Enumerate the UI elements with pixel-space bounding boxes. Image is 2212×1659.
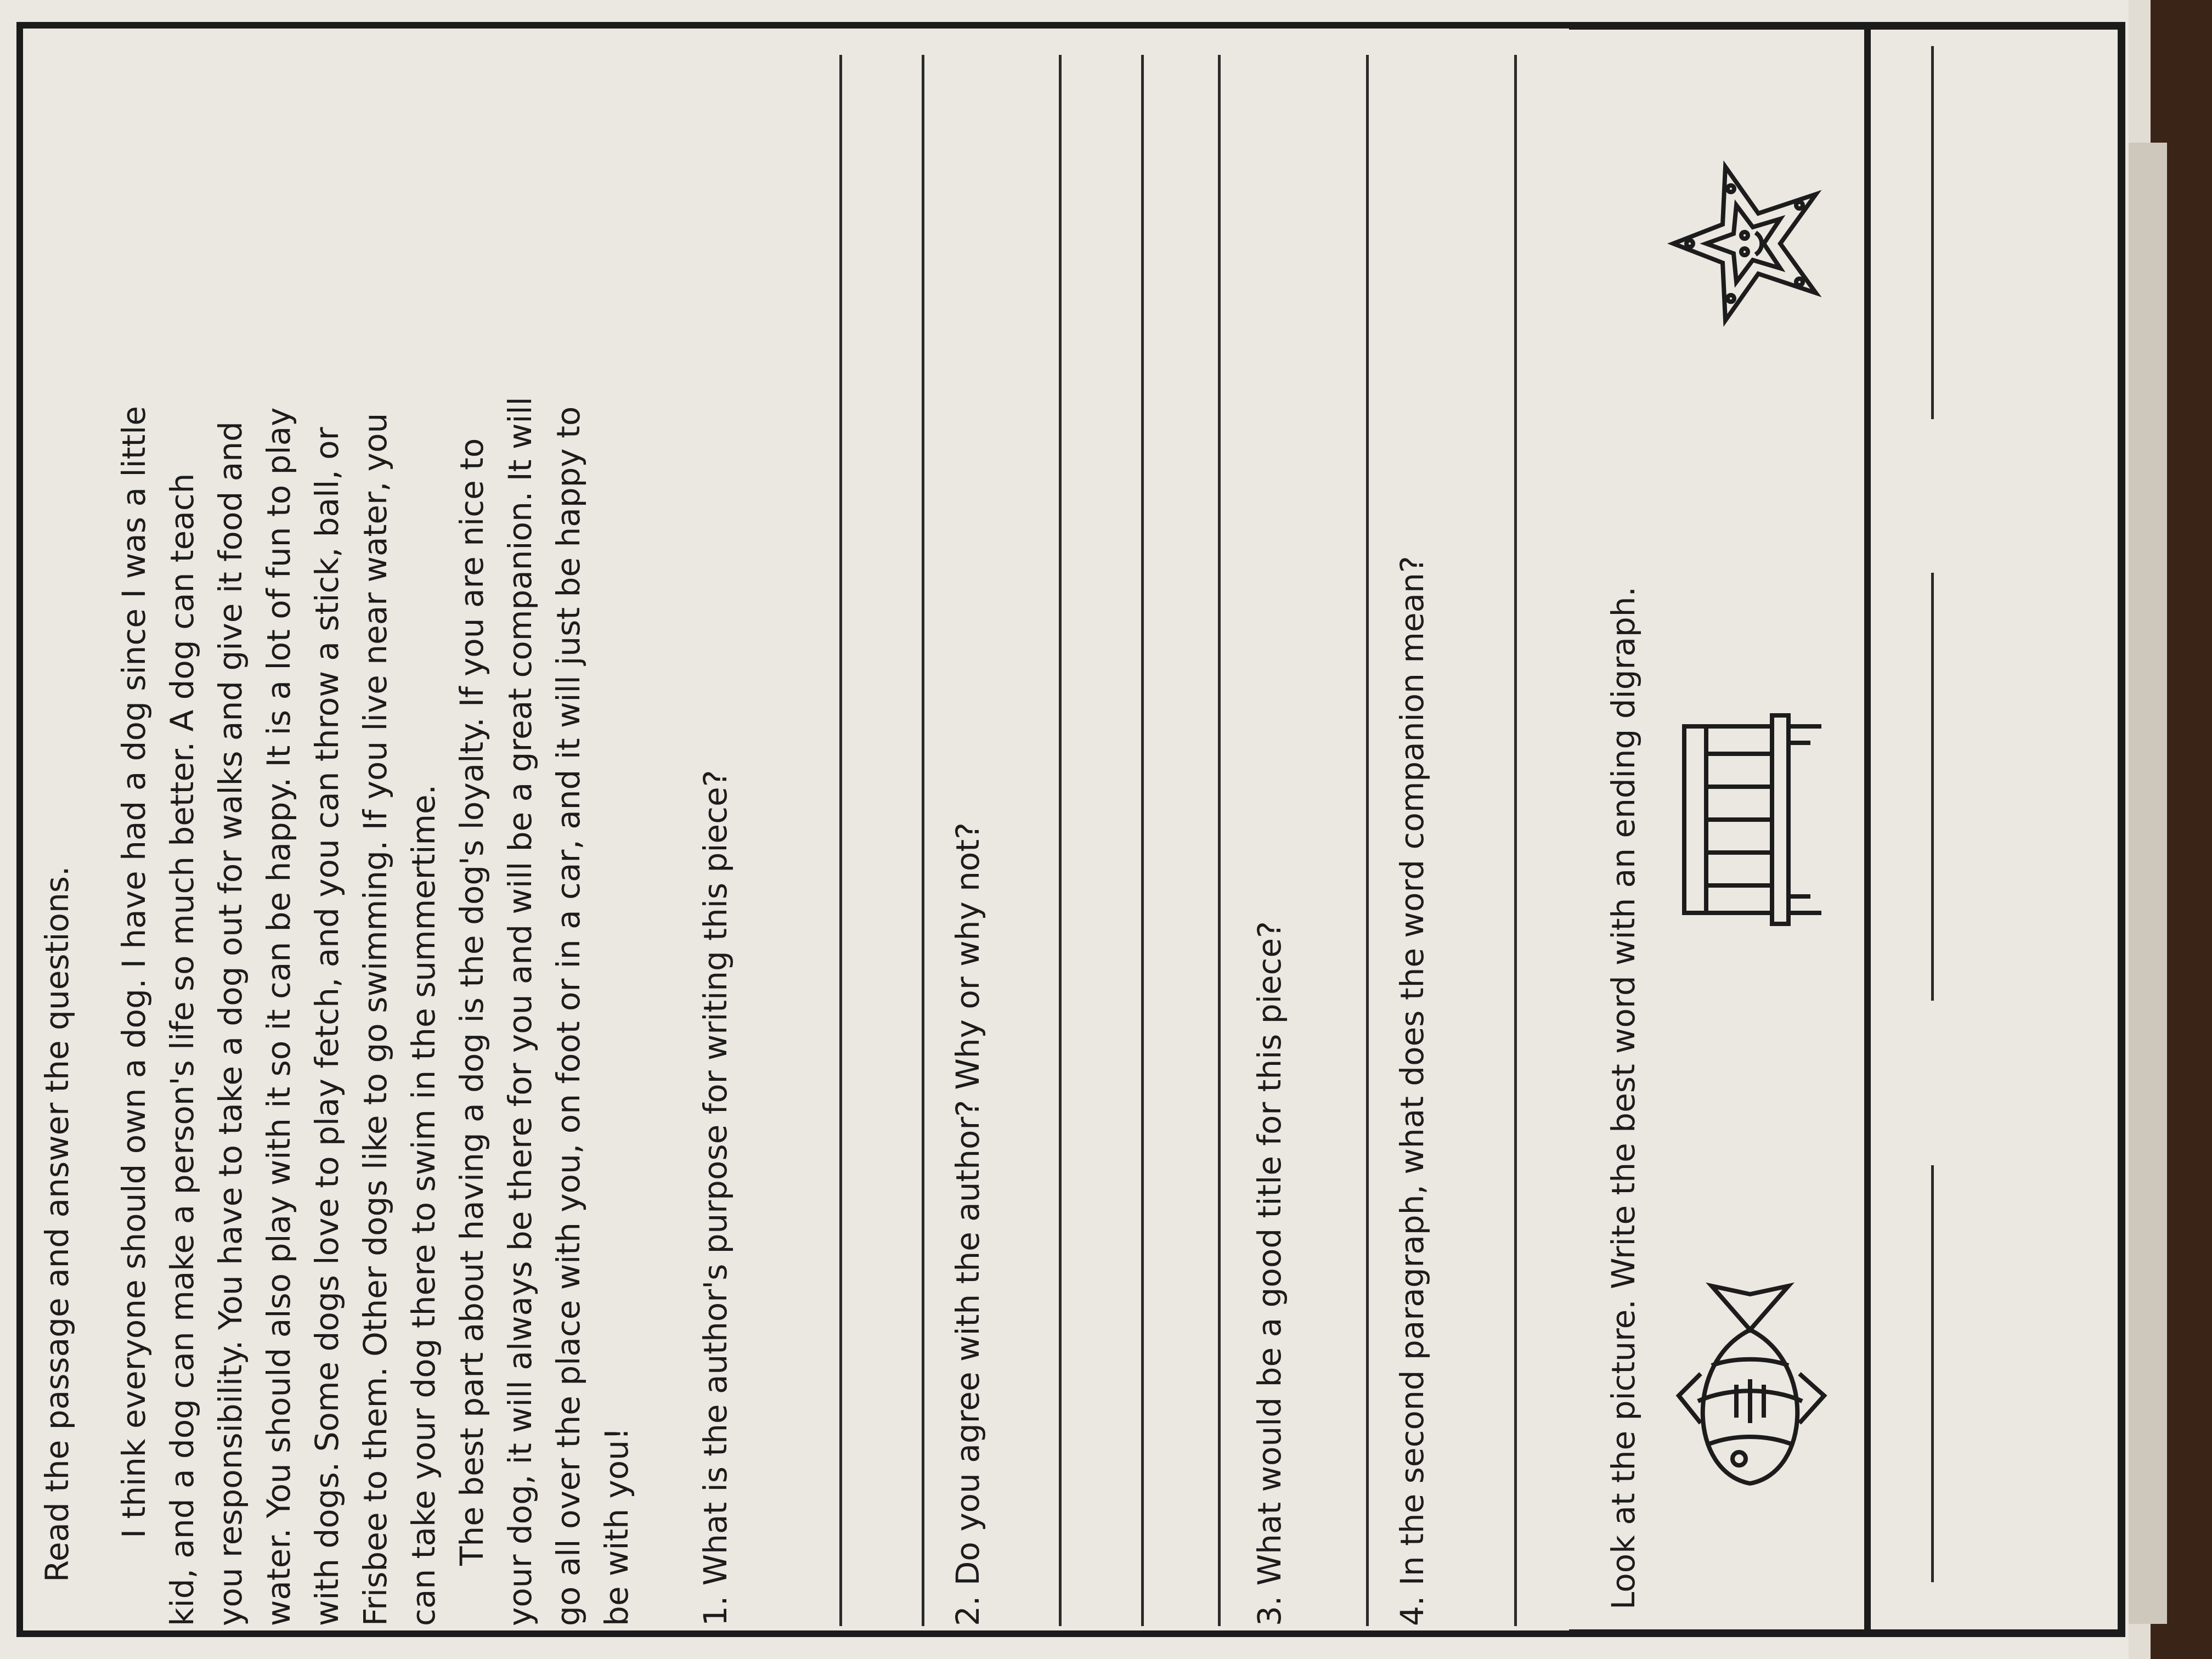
picture-box (1569, 22, 2125, 1637)
answer-line[interactable] (1514, 55, 1517, 1626)
passage-line: your dog, it will always be there for you and will be a great companion. It will (501, 397, 539, 1626)
passage-line: be with you! (598, 1427, 635, 1626)
answer-line[interactable] (839, 55, 842, 1626)
fish-icon (1668, 1275, 1835, 1505)
starfish-icon (1662, 156, 1829, 331)
passage-line: can take your dog there to swim in the summertime. (405, 784, 442, 1626)
passage-line: go all over the place with you, on foot or in a car, and it will just be happy to (550, 406, 587, 1626)
passage-line: kid, and a dog can make a person's life so much better. A dog can teach (163, 473, 201, 1626)
passage-line: Frisbee to them. Other dogs like to go swimming. If you live near water, you (357, 413, 394, 1626)
question-4: 4. In the second paragraph, what does the word companion mean? (1393, 556, 1431, 1626)
passage-line: with dogs. Some dogs love to play fetch, and you can throw a stick, ball, or (308, 427, 346, 1626)
picture-instructions: Look at the picture. Write the best word with an ending digraph. (1605, 586, 1642, 1610)
picture-answer-line[interactable] (1931, 1165, 1934, 1582)
passage-line: water. You should also play with it so it can be happy. It is a lot of fun to play (260, 407, 297, 1626)
passage-line: I think everyone should own a dog. I have had a dog since I was a little (115, 406, 153, 1538)
answer-line[interactable] (1141, 55, 1144, 1626)
picture-answer-line[interactable] (1931, 573, 1934, 1001)
instructions: Read the passage and answer the questions. (38, 866, 76, 1582)
question-2: 2. Do you agree with the author? Why or why not? (949, 822, 986, 1626)
picture-answer-line[interactable] (1931, 46, 1934, 419)
answer-line[interactable] (1218, 55, 1221, 1626)
answer-line[interactable] (922, 55, 924, 1626)
underlying-sheet-edge (2129, 143, 2167, 1624)
passage-line: you responsibility. You have to take a dog out for walks and give it food and (212, 421, 249, 1626)
question-3: 3. What would be a good title for this piece? (1251, 921, 1288, 1626)
bench-icon (1673, 704, 1829, 935)
question-1: 1. What is the author's purpose for writing this piece? (697, 770, 734, 1626)
passage-paragraph-2 (448, 200, 641, 1626)
passage-line: The best part about having a dog is the dog's loyalty. If you are nice to (453, 438, 490, 1566)
passage-paragraph-1 (110, 200, 448, 1626)
answer-line[interactable] (1059, 55, 1062, 1626)
answer-line[interactable] (1366, 55, 1369, 1626)
